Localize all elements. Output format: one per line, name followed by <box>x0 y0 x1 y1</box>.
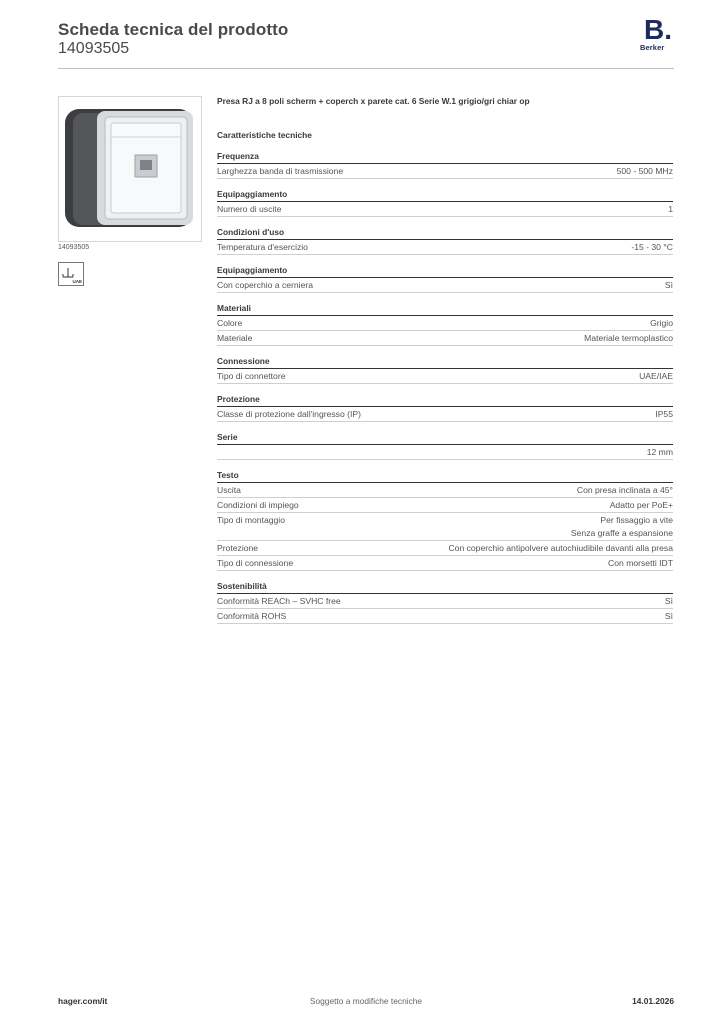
product-image <box>58 96 202 242</box>
spec-value-wrap <box>631 241 673 254</box>
spec-label: Materiale <box>217 333 253 343</box>
footer-site: hager.com/it <box>58 996 108 1006</box>
spec-value-wrap <box>617 165 673 178</box>
spec-label: Tipo di montaggio <box>217 515 285 525</box>
spec-value-wrap <box>655 408 673 421</box>
spec-row <box>217 316 673 331</box>
spec-label: Uscita <box>217 485 241 495</box>
spec-value: Con morsetti IDT <box>608 558 673 568</box>
spec-value-wrap <box>665 595 673 608</box>
spec-group <box>217 188 673 217</box>
spec-group-title: Connessione <box>217 355 673 369</box>
image-product-code: 14093505 <box>58 244 90 251</box>
spec-value-wrap <box>577 484 673 497</box>
spec-group-title: Protezione <box>217 393 673 407</box>
spec-label: Numero di uscite <box>217 204 282 214</box>
footer-date: 14.01.2026 <box>632 996 674 1006</box>
spec-row <box>217 483 673 498</box>
spec-label: Tipo di connettore <box>217 371 286 381</box>
spec-value-wrap <box>610 499 673 512</box>
document-number: 14093505 <box>58 40 130 57</box>
spec-group <box>217 302 673 346</box>
spec-group <box>217 580 673 624</box>
spec-label: Larghezza banda di trasmissione <box>217 166 344 176</box>
spec-value: Sì <box>664 611 673 621</box>
spec-group <box>217 469 673 571</box>
spec-row <box>217 609 673 624</box>
spec-row <box>217 164 673 179</box>
spec-value-wrap <box>584 332 673 345</box>
spec-value-wrap <box>665 610 673 623</box>
spec-value: Per fissaggio a vite <box>600 515 673 525</box>
berker-logo <box>640 16 674 52</box>
spec-value: Sì <box>664 280 673 290</box>
spec-label: Protezione <box>217 543 259 553</box>
spec-row <box>217 278 673 293</box>
spec-value: UAE/IAE <box>639 371 673 381</box>
spec-group-title: Frequenza <box>217 150 673 164</box>
spec-group-title: Condizioni d'uso <box>217 226 673 240</box>
logo-mark: B. <box>644 14 672 45</box>
spec-value: 1 <box>668 204 673 214</box>
spec-value-line2: Senza graffe a espansione <box>570 528 673 538</box>
spec-group <box>217 393 673 422</box>
spec-value-wrap <box>608 557 673 570</box>
spec-value: Sì <box>664 596 673 606</box>
spec-value-wrap <box>650 317 673 330</box>
spec-value-wrap <box>665 279 673 292</box>
spec-row <box>217 331 673 346</box>
spec-row <box>217 445 673 460</box>
spec-group-title: Serie <box>217 431 673 445</box>
footer-note: Soggetto a modifiche tecniche <box>309 996 423 1006</box>
spec-group <box>217 226 673 255</box>
spec-value: 500 - 500 MHz <box>616 166 673 176</box>
spec-label: Classe di protezione dall'ingresso (IP) <box>217 409 361 419</box>
spec-value-wrap <box>571 514 673 540</box>
spec-group-title: Equipaggiamento <box>217 264 673 278</box>
document-title: Scheda tecnica del prodotto <box>58 20 289 39</box>
spec-value-wrap <box>647 446 673 459</box>
spec-value: IP55 <box>655 409 673 419</box>
specs-heading: Caratteristiche tecniche <box>217 130 312 140</box>
spec-row <box>217 513 673 541</box>
spec-value-wrap <box>639 370 673 383</box>
spec-row <box>217 240 673 255</box>
uae-certification-icon <box>58 262 84 286</box>
spec-group-title: Sostenibilità <box>217 580 673 594</box>
spec-row <box>217 541 673 556</box>
spec-label: Conformità ROHS <box>217 611 287 621</box>
spec-group-title: Equipaggiamento <box>217 188 673 202</box>
spec-row <box>217 556 673 571</box>
spec-group <box>217 264 673 293</box>
cert-label: UAE <box>72 279 82 284</box>
spec-label: Condizioni di impiego <box>217 500 299 510</box>
header-divider <box>58 68 674 69</box>
spec-group <box>217 431 673 460</box>
spec-value: 12 mm <box>646 447 673 457</box>
spec-row <box>217 498 673 513</box>
spec-group-title: Materiali <box>217 302 673 316</box>
spec-groups <box>217 150 673 624</box>
spec-row <box>217 369 673 384</box>
spec-group <box>217 355 673 384</box>
spec-label: Con coperchio a cerniera <box>217 280 314 290</box>
spec-row <box>217 594 673 609</box>
spec-label: Conformità REACh – SVHC free <box>217 596 341 606</box>
spec-value: Grigio <box>650 318 673 328</box>
spec-value: Materiale termoplastico <box>584 333 673 343</box>
spec-group-title: Testo <box>217 469 673 483</box>
spec-row <box>217 407 673 422</box>
spec-value-wrap <box>668 203 673 216</box>
product-name: Presa RJ a 8 poli scherm + coperch x parete cat. 6 Serie W.1 grigio/gri chiar op <box>217 96 530 106</box>
spec-label: Tipo di connessione <box>217 558 294 568</box>
spec-group <box>217 150 673 179</box>
spec-value: Con coperchio antipolvere autochiudibile davanti alla presa <box>448 543 673 553</box>
spec-label: Colore <box>217 318 243 328</box>
spec-value-wrap <box>448 542 673 555</box>
spec-value: Con presa inclinata a 45° <box>576 485 673 495</box>
logo-wordmark: Berker <box>640 43 665 52</box>
spec-label: Temperatura d'esercizio <box>217 242 308 252</box>
spec-value: Adatto per PoE+ <box>609 500 673 510</box>
spec-row <box>217 202 673 217</box>
spec-value: -15 - 30 °C <box>631 242 673 252</box>
page-header <box>58 14 674 70</box>
spec-content <box>217 96 673 633</box>
